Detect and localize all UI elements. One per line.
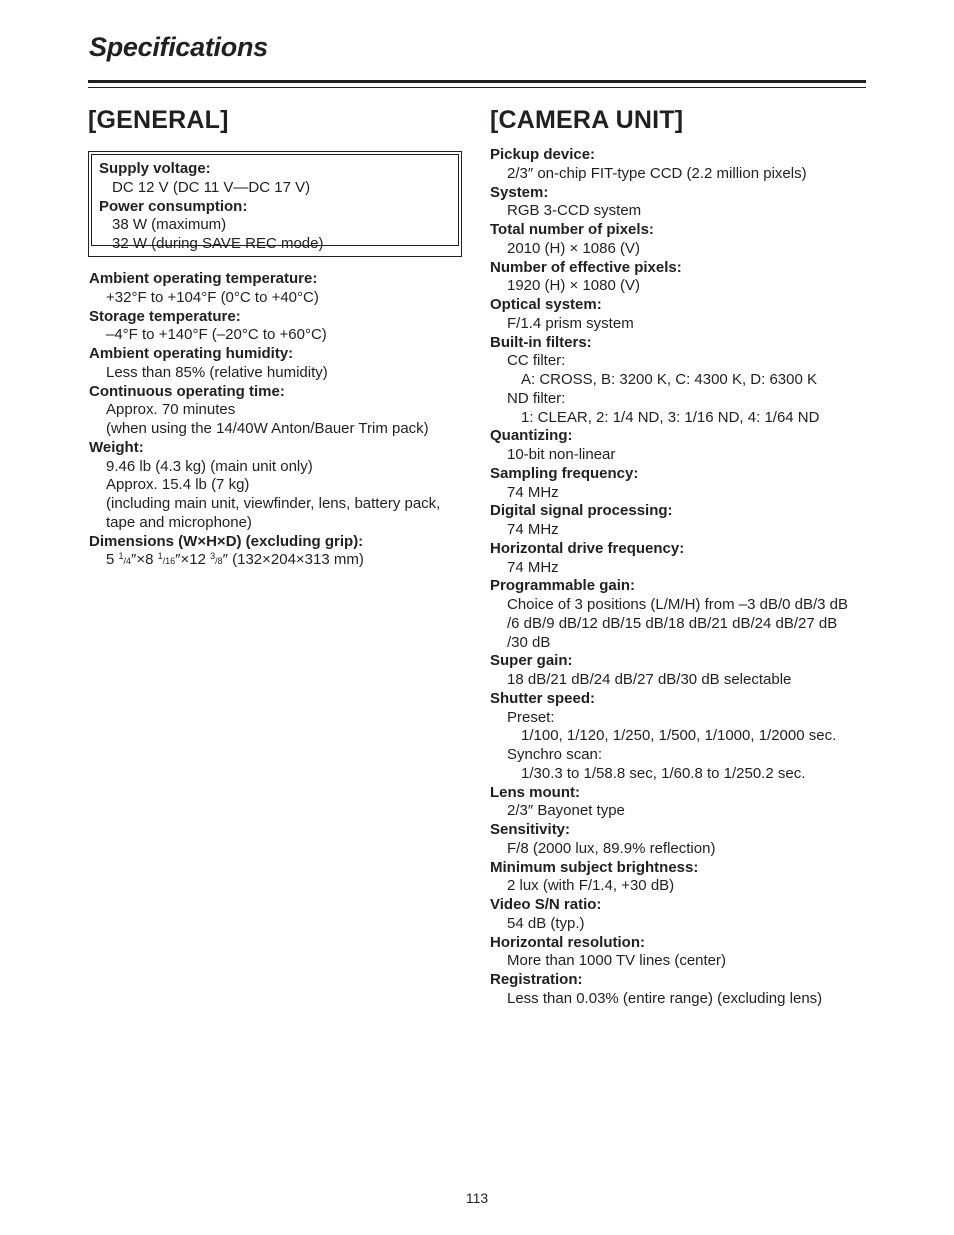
spec-value: Less than 0.03% (entire range) (excluding lens) [507,989,823,1007]
spec-value: 10-bit non-linear [507,446,616,463]
spec-label: Registration: [490,971,583,988]
spec-label: Shutter speed: [490,689,596,707]
spec-label: System: [490,183,549,201]
title-rule-thick [88,80,866,83]
spec-label: Horizontal resolution: [490,933,645,951]
dim-frac-den: /4 [123,556,132,567]
spec-label: Digital signal processing: [490,502,673,520]
spec-value: 74 MHz [507,558,559,576]
dim-frac-num: 3 [210,551,216,562]
spec-value: 2/3″ Bayonet type [507,802,625,820]
camera-specs [490,146,870,1009]
spec-label: Power consumption: [99,197,248,215]
spec-label: Minimum subject brightness: [490,858,699,876]
spec-label: Optical system: [490,296,602,313]
spec-value: RGB 3-CCD system [507,202,642,220]
dim-frac-den: /16 [162,556,176,567]
spec-label: Quantizing: [490,427,573,445]
dim-frac-num: 1 [118,551,124,562]
spec-value: /6 dB/9 dB/12 dB/15 dB/18 dB/21 dB/24 dB/27 dB [507,614,838,632]
dim-text: ″×8 [131,551,158,569]
spec-value: 1920 (H) × 1080 (V) [507,277,640,295]
spec-value: F/1.4 prism system [507,314,634,332]
spec-label: Super gain: [490,652,573,670]
spec-value: 9.46 lb (4.3 kg) (main unit only) [106,457,313,475]
spec-value: (including main unit, viewfinder, lens, battery pack, [106,495,441,512]
dim-frac-den: /8 [215,556,223,567]
power-spec-box-inner [91,154,459,252]
spec-label: Horizontal drive frequency: [490,539,685,557]
general-specs [89,270,469,571]
spec-label: Programmable gain: [490,577,636,595]
spec-label: Pickup device: [490,146,596,163]
spec-label: Supply voltage: [99,160,211,177]
spec-label: Storage temperature: [89,307,241,325]
spec-value: 1/100, 1/120, 1/250, 1/500, 1/1000, 1/2000 sec. [521,727,837,745]
power-spec-box [88,151,462,257]
spec-value: 74 MHz [507,483,559,501]
spec-value: A: CROSS, B: 3200 K, C: 4300 K, D: 6300 K [521,371,817,388]
spec-value: 38 W (maximum) [112,216,227,234]
spec-label: Dimensions (W×H×D) (excluding grip): [89,532,364,550]
spec-value: –4°F to +140°F (–20°C to +60°C) [106,326,327,344]
spec-value: Approx. 15.4 lb (7 kg) [106,476,250,494]
page-title: Specifications [89,32,268,62]
dim-text: 5 [106,551,119,569]
spec-value: 18 dB/21 dB/24 dB/27 dB/30 dB selectable [507,671,792,688]
spec-sub-label: Synchro scan: [507,746,603,763]
general-heading: [GENERAL] [88,106,229,134]
spec-label: Sampling frequency: [490,464,639,482]
spec-value: /30 dB [507,633,551,651]
spec-value: 2010 (H) × 1086 (V) [507,239,640,257]
spec-value: Choice of 3 positions (L/M/H) from –3 dB/0 dB/3 dB [507,596,848,613]
spec-value: 2 lux (with F/1.4, +30 dB) [507,877,675,895]
spec-value: More than 1000 TV lines (center) [507,952,727,970]
spec-sub-label: CC filter: [507,352,566,370]
dimensions-value [89,551,469,571]
spec-label: Video S/N ratio: [490,896,602,913]
spec-label: Weight: [89,438,144,456]
dim-frac-num: 1 [157,551,163,562]
spec-sub-label: Preset: [507,708,555,726]
spec-label: Ambient operating temperature: [89,270,318,287]
spec-label: Continuous operating time: [89,382,285,400]
spec-value: 54 dB (typ.) [507,914,585,932]
spec-label: Total number of pixels: [490,221,654,238]
spec-sub-label: ND filter: [507,389,566,407]
spec-value: 74 MHz [507,521,559,538]
spec-label: Lens mount: [490,783,580,801]
spec-value: (when using the 14/40W Anton/Bauer Trim pack) [106,420,429,437]
spec-value: tape and microphone) [106,513,252,531]
spec-label: Built-in filters: [490,333,592,351]
spec-value: Less than 85% (relative humidity) [106,363,328,381]
spec-value: F/8 (2000 lux, 89.9% reflection) [507,839,716,857]
spec-value: 32 W (during SAVE REC mode) [112,235,324,252]
camera-unit-heading: [CAMERA UNIT] [490,106,684,134]
dim-text: ″ (132×204×313 mm) [222,551,364,569]
spec-value: Approx. 70 minutes [106,401,236,419]
dim-text: ″×12 [175,551,211,569]
spec-label: Sensitivity: [490,821,571,838]
spec-label: Ambient operating humidity: [89,345,294,362]
page-number: 113 [465,1190,489,1206]
title-rule-thin [88,87,866,88]
spec-label: Number of effective pixels: [490,258,682,276]
spec-value: 1: CLEAR, 2: 1/4 ND, 3: 1/16 ND, 4: 1/64 ND [521,408,820,426]
spec-value: DC 12 V (DC 11 V—DC 17 V) [112,178,311,196]
spec-value: 2/3″ on-chip FIT-type CCD (2.2 million pixels) [507,164,807,182]
spec-value: 1/30.3 to 1/58.8 sec, 1/60.8 to 1/250.2 sec. [521,764,806,782]
spec-value: +32°F to +104°F (0°C to +40°C) [106,288,319,306]
